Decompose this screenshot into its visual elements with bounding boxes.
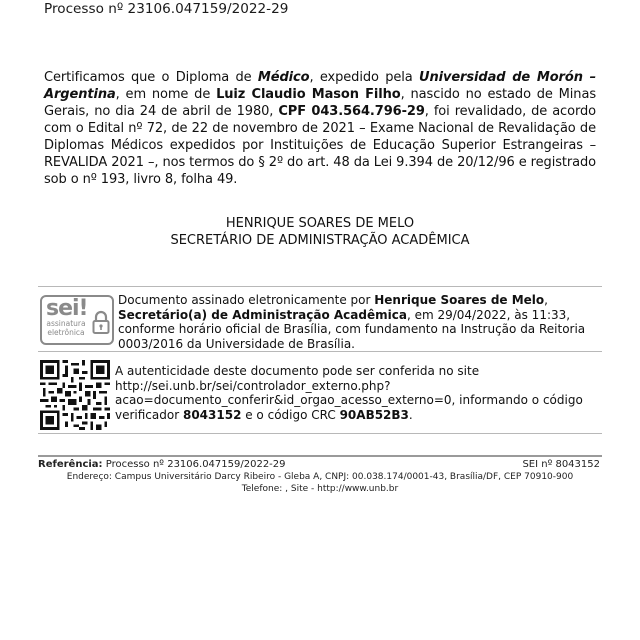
electronic-signature-block	[38, 293, 602, 349]
certificate-text-segment: , nascido no estado de Minas Gerais, no dia 24 de abril de 1980,	[44, 87, 596, 119]
signature-text-segment: , em 29/04/2022, às 11:33, conforme horário oficial de Brasília, com fundamento na Instrução da Reitoria 0003/2016 da Universidade de Brasília.	[118, 307, 586, 351]
divider	[38, 433, 602, 434]
signer-role: Secretário(a) de Administração Acadêmica	[118, 307, 407, 322]
crc-code: 90AB52B3	[339, 407, 409, 422]
signature-text-segment: Documento assinado eletronicamente por	[118, 293, 375, 307]
verifier-code: 8043152	[182, 407, 242, 422]
certificate-text-segment: , expedido pela	[309, 70, 419, 85]
degree-name: Médico	[257, 70, 310, 85]
certificate-text	[44, 69, 596, 188]
qr-code-icon	[40, 360, 110, 430]
signatory-name: HENRIQUE SOARES DE MELO	[225, 216, 415, 231]
footer-divider	[38, 455, 602, 457]
footer-reference	[38, 459, 286, 471]
footer-contact: Telefone: , Site - http://www.unb.br	[241, 483, 399, 494]
certificate-text-segment: Certificamos que o Diploma de	[44, 70, 258, 85]
process-number-header: Processo nº 23106.047159/2022-29	[44, 1, 289, 17]
authentication-text-segment: .	[408, 407, 413, 422]
holder-name: Luiz Claudio Mason Filho	[216, 87, 401, 102]
authentication-text-segment: e o código CRC	[241, 407, 340, 422]
signatory-title: SECRETÁRIO DE ADMINISTRAÇÃO ACADÊMICA	[170, 233, 470, 248]
footer-sei-number: SEI nº 8043152	[522, 459, 600, 470]
holder-cpf: CPF 043.564.796-29	[278, 104, 425, 119]
authentication-block	[38, 358, 602, 428]
divider	[38, 286, 602, 287]
reference-value: Processo nº 23106.047159/2022-29	[102, 459, 286, 470]
divider	[38, 351, 602, 352]
sei-logo-sub-line: eletrônica	[47, 327, 85, 337]
footer-address: Endereço: Campus Universitário Darcy Ribeiro - Gleba A, CNPJ: 00.038.174/0001-43, Brasília/DF, CEP 70910-900	[66, 472, 574, 482]
signature-text	[118, 293, 602, 351]
footer-address-block	[0, 472, 640, 495]
authentication-text	[115, 364, 602, 422]
university-name: Universidad de Morón – Argentina	[44, 70, 597, 102]
reference-label: Referência:	[38, 459, 103, 470]
padlock-icon	[92, 309, 110, 335]
signatory-block	[0, 215, 640, 249]
sei-signature-logo	[40, 295, 114, 345]
certificate-text-segment: , foi revalidado, de acordo com o Edital nº 72, de 22 de novembro de 2021 – Exame Nacional de Revalidação de Diplomas Médicos expedidos por Instituições de Educação Superior Estrangeiras – REVALIDA 2021 –, nos termos do § 2º do art. 48 da Lei 9.394 de 20/12/96 e registrado sob o nº 193, livro 8, folha 49.	[44, 104, 596, 187]
authentication-text-segment: A autenticidade deste documento pode ser conferida no site http://sei.unb.br/sei/controlador_externo.php?acao=documento_conferir&id_orgao_acesso_externo=0, informando o código verificador	[115, 364, 583, 422]
sei-logo-subtitle	[45, 320, 87, 337]
sei-logo-sub-line: assinatura	[46, 319, 86, 328]
signature-text-segment: ,	[544, 293, 548, 307]
signer-name: Henrique Soares de Melo	[374, 293, 545, 307]
sei-logo-word: sei!	[46, 296, 88, 321]
certificate-text-segment: , em nome de	[115, 87, 217, 102]
